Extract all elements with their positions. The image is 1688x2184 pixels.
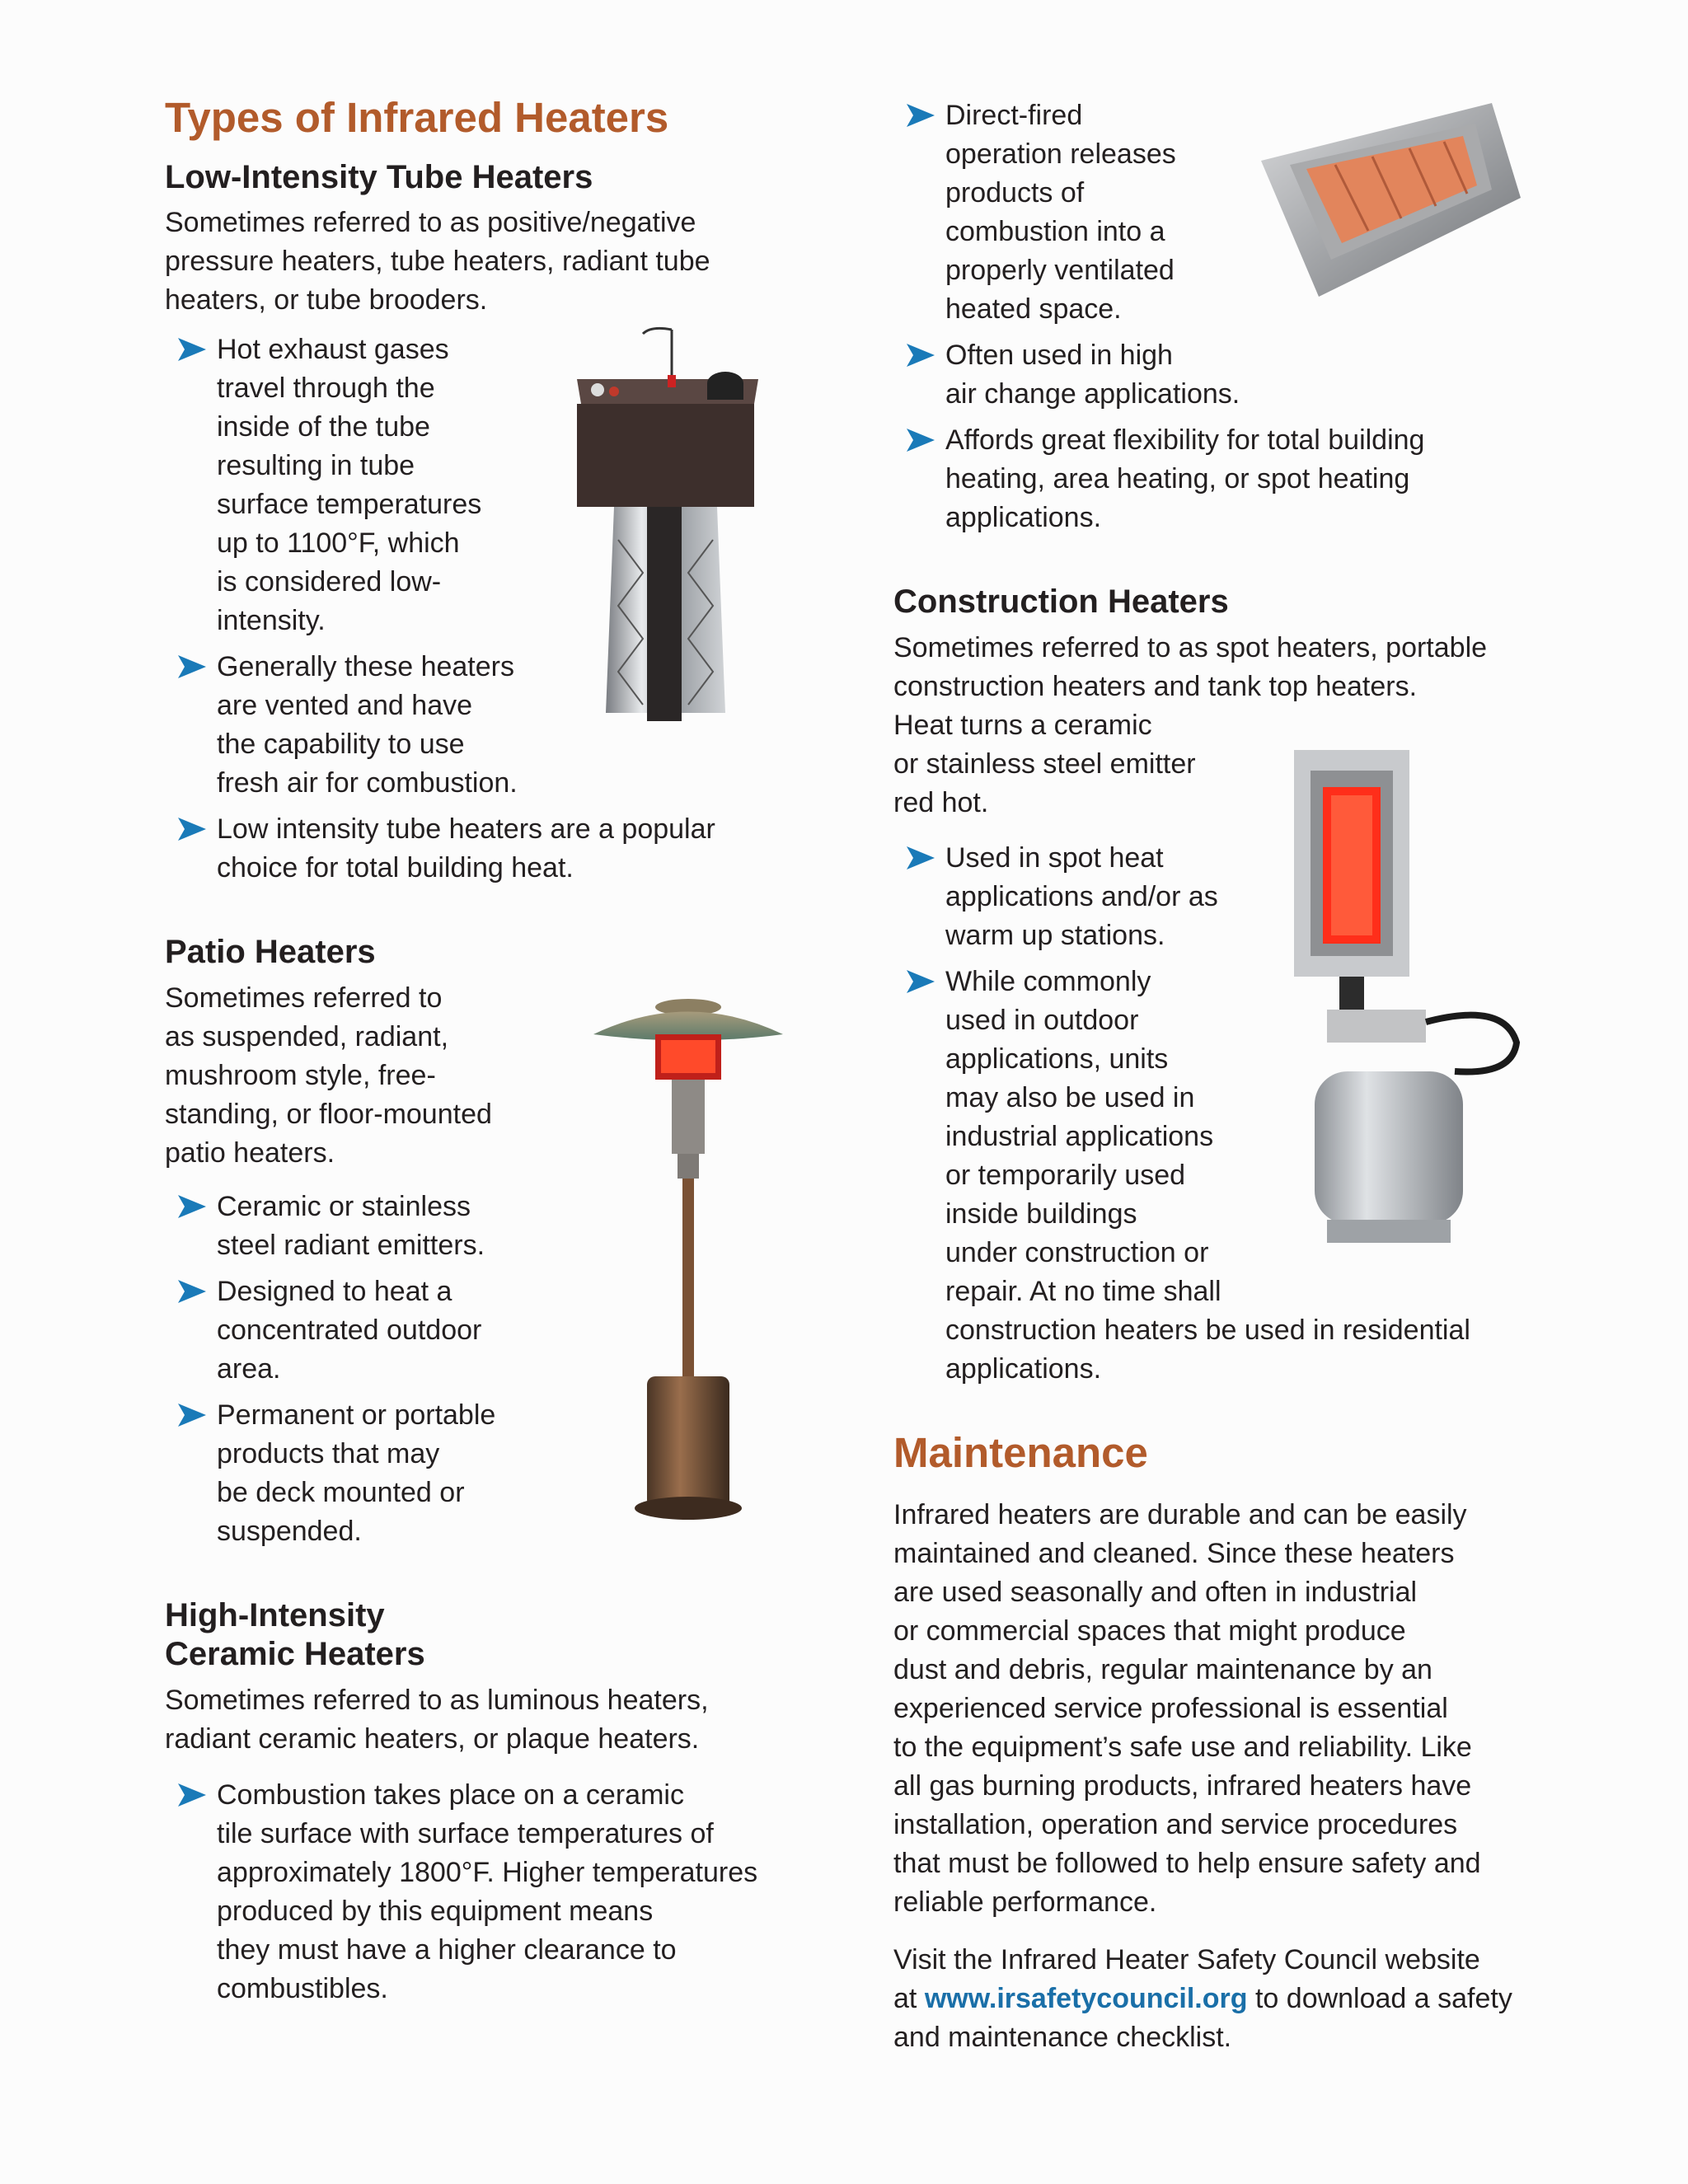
bullet-line: applications and/or as <box>945 881 1218 912</box>
patio-bullets <box>165 1188 593 1558</box>
bullet-line: choice for total building heat. <box>217 852 574 883</box>
bullet-line: tile surface with surface temperatures of <box>217 1818 714 1849</box>
bullet-line: repair. At no time shall <box>945 1276 1221 1307</box>
bullet-line: Used in spot heat <box>945 842 1164 874</box>
bullet-line: Hot exhaust gases <box>217 334 449 365</box>
bullet-line: inside buildings <box>945 1198 1137 1230</box>
bullet-line: heated space. <box>945 293 1122 325</box>
heading-high-intensity <box>165 1596 425 1674</box>
bullet-line: under construction or <box>945 1237 1209 1268</box>
visit-after-link: to download a safety <box>1247 1983 1512 2014</box>
text-line: pressure heaters, tube heaters, radiant tube <box>165 246 710 277</box>
bullet-line: air change applications. <box>945 378 1240 410</box>
text-line: standing, or floor-mounted <box>165 1099 492 1130</box>
high-intensity-intro <box>165 1681 824 1759</box>
section-title-types: Types of Infrared Heaters <box>165 94 669 141</box>
text-line: Heat turns a ceramic <box>893 710 1152 741</box>
bullet-line: inside of the tube <box>217 411 430 443</box>
irsafetycouncil-link[interactable]: www.irsafetycouncil.org <box>924 1983 1248 2014</box>
bullet-line: industrial applications <box>945 1121 1214 1152</box>
bullet-line: properly ventilated <box>945 255 1175 286</box>
bullet-item <box>165 810 791 888</box>
text-line: Sometimes referred to as positive/negative <box>165 207 696 238</box>
bullet-line: travel through the <box>217 373 435 404</box>
text-line: are used seasonally and often in industrial <box>893 1577 1418 1608</box>
patio-intro <box>165 979 593 1173</box>
text-line: radiant ceramic heaters, or plaque heaters. <box>165 1723 700 1755</box>
bullet-line: be deck mounted or <box>217 1477 465 1508</box>
bullet-arrow-icon <box>907 846 935 869</box>
bullet-item <box>165 1188 593 1265</box>
text-line: mushroom style, free- <box>165 1060 436 1091</box>
text-line: Infrared heaters are durable and can be easily <box>893 1499 1467 1530</box>
text-line: Sometimes referred to as spot heaters, portable <box>893 632 1488 663</box>
heading-low-intensity: Low-Intensity Tube Heaters <box>165 159 593 195</box>
bullet-line: Generally these heaters <box>217 651 514 682</box>
bullet-line: applications, units <box>945 1043 1169 1075</box>
text-line: dust and debris, regular maintenance by an <box>893 1654 1432 1685</box>
bullet-line: suspended. <box>217 1516 362 1547</box>
text-line: patio heaters. <box>165 1137 335 1169</box>
bullet-line: combustion into a <box>945 216 1165 247</box>
visit-line-1: Visit the Infrared Heater Safety Council website <box>893 1944 1480 1975</box>
low-intensity-intro <box>165 204 791 320</box>
bullet-line: construction heaters be used in residential <box>945 1315 1470 1346</box>
bullet-line: Affords great flexibility for total building <box>945 424 1425 456</box>
heading-construction: Construction Heaters <box>893 583 1229 620</box>
text-line: experienced service professional is essential <box>893 1693 1448 1724</box>
text-line: reliable performance. <box>893 1886 1157 1918</box>
bullet-line: or temporarily used <box>945 1160 1186 1191</box>
bullet-line: they must have a higher clearance to <box>217 1934 677 1966</box>
bullet-item <box>165 1396 593 1551</box>
text-line: installation, operation and service procedures <box>893 1809 1458 1840</box>
bullet-line: is considered low- <box>217 566 442 598</box>
bullet-arrow-icon <box>178 1195 206 1218</box>
bullet-line: warm up stations. <box>945 920 1165 951</box>
bullet-line: the capability to use <box>217 729 465 760</box>
bullet-line: steel radiant emitters. <box>217 1230 485 1261</box>
bullet-line: up to 1100°F, which <box>217 527 460 559</box>
bullet-line: Permanent or portable <box>217 1399 496 1431</box>
bullet-line: may also be used in <box>945 1082 1195 1113</box>
text-line: Sometimes referred to <box>165 982 443 1014</box>
visit-paragraph <box>893 1941 1553 2057</box>
text-line: or stainless steel emitter <box>893 748 1196 780</box>
bullet-line: operation releases <box>945 138 1176 170</box>
bullet-arrow-icon <box>907 104 935 127</box>
visit-at: at <box>893 1983 925 2014</box>
maintenance-paragraph <box>893 1496 1536 1922</box>
bullet-item <box>165 1272 593 1389</box>
bullet-line: area. <box>217 1353 281 1385</box>
heading-high-line1: High-Intensity <box>165 1597 385 1633</box>
construction-heater-image <box>1290 746 1521 1244</box>
text-line: Sometimes referred to as luminous heaters, <box>165 1685 709 1716</box>
visit-line-3: and maintenance checklist. <box>893 2022 1232 2053</box>
bullet-arrow-icon <box>907 344 935 367</box>
bullet-line: Designed to heat a <box>217 1276 452 1307</box>
bullet-line: surface temperatures <box>217 489 482 520</box>
bullet-arrow-icon <box>178 1280 206 1303</box>
high-intensity-bullets <box>165 1776 841 2016</box>
bullet-item <box>893 336 1487 414</box>
text-line: maintained and cleaned. Since these heaters <box>893 1538 1455 1569</box>
text-line: red hot. <box>893 787 989 818</box>
bullet-line: Combustion takes place on a ceramic <box>217 1779 684 1811</box>
bullet-arrow-icon <box>178 1783 206 1807</box>
bullet-item <box>165 1776 841 2008</box>
bullet-line: concentrated outdoor <box>217 1315 482 1346</box>
bullet-line: fresh air for combustion. <box>217 767 518 799</box>
bullet-line: are vented and have <box>217 690 473 721</box>
bullet-line: Often used in high <box>945 340 1173 371</box>
bullet-line: Direct-fired <box>945 100 1083 131</box>
bullet-arrow-icon <box>907 970 935 993</box>
bullet-line: approximately 1800°F. Higher temperatures <box>217 1857 758 1888</box>
text-line: construction heaters and tank top heaters. <box>893 671 1418 702</box>
bullet-arrow-icon <box>178 338 206 361</box>
heading-patio: Patio Heaters <box>165 934 376 970</box>
patio-heater-image <box>585 997 791 1525</box>
bullet-arrow-icon <box>907 429 935 452</box>
bullet-line: applications. <box>945 1353 1102 1385</box>
text-line: or commercial spaces that might produce <box>893 1615 1406 1647</box>
bullet-arrow-icon <box>178 655 206 678</box>
ceramic-heater-image <box>1253 99 1525 301</box>
section-title-maintenance: Maintenance <box>893 1429 1148 1476</box>
bullet-line: Ceramic or stainless <box>217 1191 471 1222</box>
bullet-line: heating, area heating, or spot heating <box>945 463 1410 494</box>
bullet-line: produced by this equipment means <box>217 1896 654 1927</box>
bullet-line: products of <box>945 177 1085 209</box>
bullet-line: While commonly <box>945 966 1151 997</box>
bullet-line: resulting in tube <box>217 450 415 481</box>
text-line: heaters, or tube brooders. <box>165 284 488 316</box>
heading-high-line2: Ceramic Heaters <box>165 1636 425 1672</box>
text-line: as suspended, radiant, <box>165 1021 449 1052</box>
text-line: all gas burning products, infrared heaters have <box>893 1770 1472 1802</box>
tube-heater-image <box>569 326 767 729</box>
bullet-line: combustibles. <box>217 1973 388 2004</box>
text-line: that must be followed to help ensure safety and <box>893 1848 1481 1879</box>
bullet-line: applications. <box>945 502 1102 533</box>
bullet-item <box>893 421 1487 537</box>
bullet-line: used in outdoor <box>945 1005 1139 1036</box>
bullet-line: intensity. <box>217 605 326 636</box>
bullet-arrow-icon <box>178 818 206 841</box>
bullet-line: products that may <box>217 1438 440 1469</box>
bullet-arrow-icon <box>178 1404 206 1427</box>
text-line: to the equipment’s safe use and reliability. Like <box>893 1732 1472 1763</box>
bullet-line: Low intensity tube heaters are a popular <box>217 813 715 845</box>
